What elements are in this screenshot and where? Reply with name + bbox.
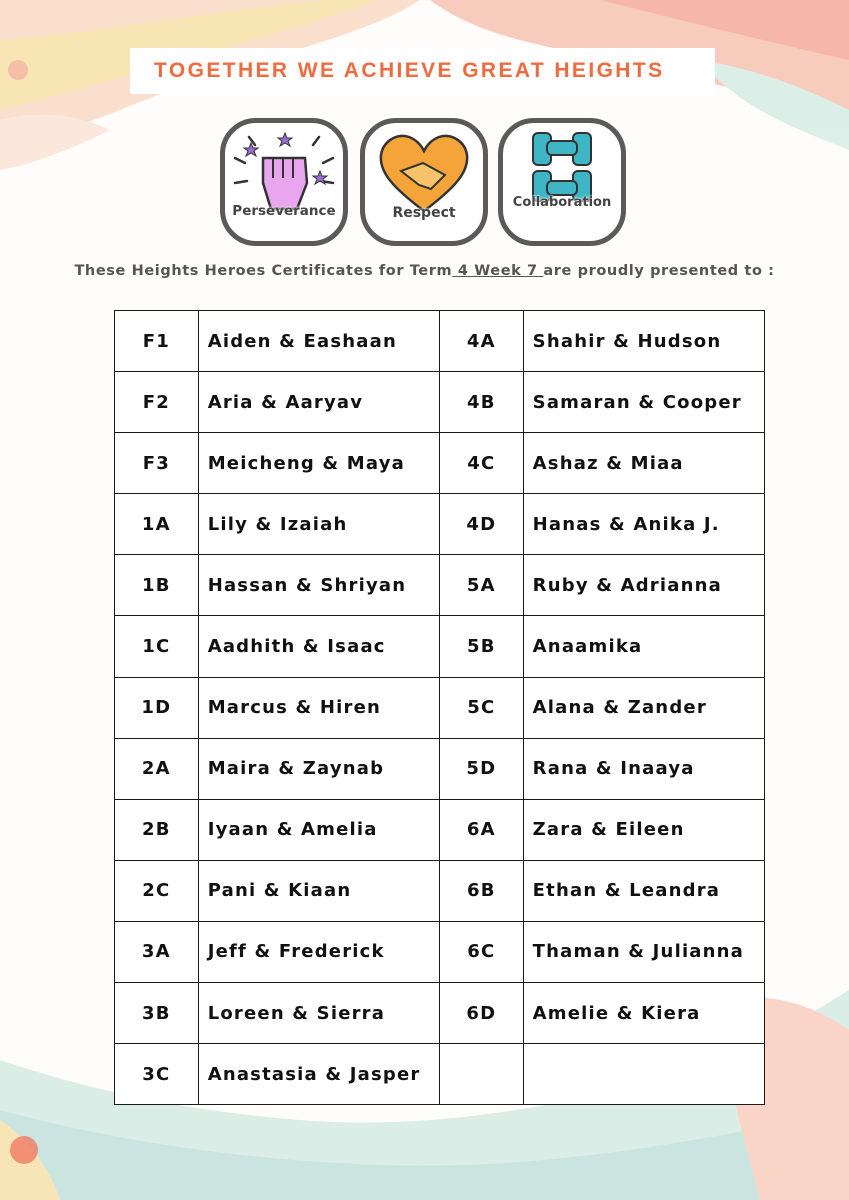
respect-label: Respect: [392, 205, 456, 221]
class-cell: 4A: [439, 311, 523, 372]
class-cell: 3B: [115, 983, 199, 1044]
names-cell: Zara & Eileen: [523, 799, 764, 860]
names-cell: Ethan & Leandra: [523, 860, 764, 921]
class-cell: 3C: [115, 1044, 199, 1105]
names-cell: [523, 1044, 764, 1105]
names-cell: Iyaan & Amelia: [198, 799, 439, 860]
class-cell: 1C: [115, 616, 199, 677]
table-row: [115, 738, 765, 799]
term-week: 4 Week 7: [452, 263, 544, 279]
table-row: [115, 1044, 765, 1105]
names-cell: Hassan & Shriyan: [198, 555, 439, 616]
class-cell: 5A: [439, 555, 523, 616]
class-cell: 5C: [439, 677, 523, 738]
table-row: [115, 983, 765, 1044]
names-cell: Jeff & Frederick: [198, 921, 439, 982]
table-row: [115, 494, 765, 555]
table-row: [115, 433, 765, 494]
raised-fist-icon: [225, 123, 343, 241]
table-row: [115, 555, 765, 616]
names-cell: Lily & Izaiah: [198, 494, 439, 555]
values-badges: [218, 118, 630, 250]
names-cell: Hanas & Anika J.: [523, 494, 764, 555]
intro-line: [0, 263, 849, 279]
class-cell: F3: [115, 433, 199, 494]
names-cell: Rana & Inaaya: [523, 738, 764, 799]
names-cell: Thaman & Julianna: [523, 921, 764, 982]
class-cell: 6D: [439, 983, 523, 1044]
collaboration-badge: [498, 118, 626, 246]
class-cell: 1B: [115, 555, 199, 616]
intro-text-after: are proudly presented to :: [543, 263, 775, 279]
class-cell: 5D: [439, 738, 523, 799]
table-row: [115, 372, 765, 433]
names-cell: Ashaz & Miaa: [523, 433, 764, 494]
table-row: [115, 921, 765, 982]
class-cell: 5B: [439, 616, 523, 677]
names-cell: Aadhith & Isaac: [198, 616, 439, 677]
handshake-heart-icon: [365, 123, 483, 241]
names-cell: Shahir & Hudson: [523, 311, 764, 372]
class-cell: [439, 1044, 523, 1105]
names-cell: Anaamika: [523, 616, 764, 677]
class-cell: F1: [115, 311, 199, 372]
respect-badge: [360, 118, 488, 246]
collaboration-label: Collaboration: [512, 195, 612, 210]
class-cell: 1A: [115, 494, 199, 555]
names-cell: Maira & Zaynab: [198, 738, 439, 799]
table-row: [115, 677, 765, 738]
class-cell: 2C: [115, 860, 199, 921]
class-cell: 4B: [439, 372, 523, 433]
names-cell: Ruby & Adrianna: [523, 555, 764, 616]
linked-hands-icon: [503, 123, 621, 241]
class-cell: 4C: [439, 433, 523, 494]
class-cell: 3A: [115, 921, 199, 982]
class-cell: 6C: [439, 921, 523, 982]
table-row: [115, 616, 765, 677]
perseverance-badge: [220, 118, 348, 246]
class-cell: 6B: [439, 860, 523, 921]
table-row: [115, 799, 765, 860]
names-cell: Aiden & Eashaan: [198, 311, 439, 372]
class-cell: 4D: [439, 494, 523, 555]
names-cell: Meicheng & Maya: [198, 433, 439, 494]
table-row: [115, 860, 765, 921]
names-cell: Samaran & Cooper: [523, 372, 764, 433]
page-title: TOGETHER WE ACHIEVE GREAT HEIGHTS: [154, 59, 665, 82]
names-cell: Loreen & Sierra: [198, 983, 439, 1044]
class-cell: 6A: [439, 799, 523, 860]
intro-text-before: These Heights Heroes Certificates for Term: [74, 263, 453, 279]
class-cell: 1D: [115, 677, 199, 738]
names-cell: Anastasia & Jasper: [198, 1044, 439, 1105]
names-cell: Amelie & Kiera: [523, 983, 764, 1044]
title-banner: [130, 48, 715, 94]
class-cell: 2A: [115, 738, 199, 799]
names-cell: Alana & Zander: [523, 677, 764, 738]
names-cell: Marcus & Hiren: [198, 677, 439, 738]
roster-body: [115, 311, 765, 1105]
class-cell: F2: [115, 372, 199, 433]
table-row: [115, 311, 765, 372]
perseverance-label: Perseverance: [232, 203, 336, 219]
class-cell: 2B: [115, 799, 199, 860]
names-cell: Pani & Kiaan: [198, 860, 439, 921]
certificate-roster-table: [114, 310, 765, 1105]
names-cell: Aria & Aaryav: [198, 372, 439, 433]
